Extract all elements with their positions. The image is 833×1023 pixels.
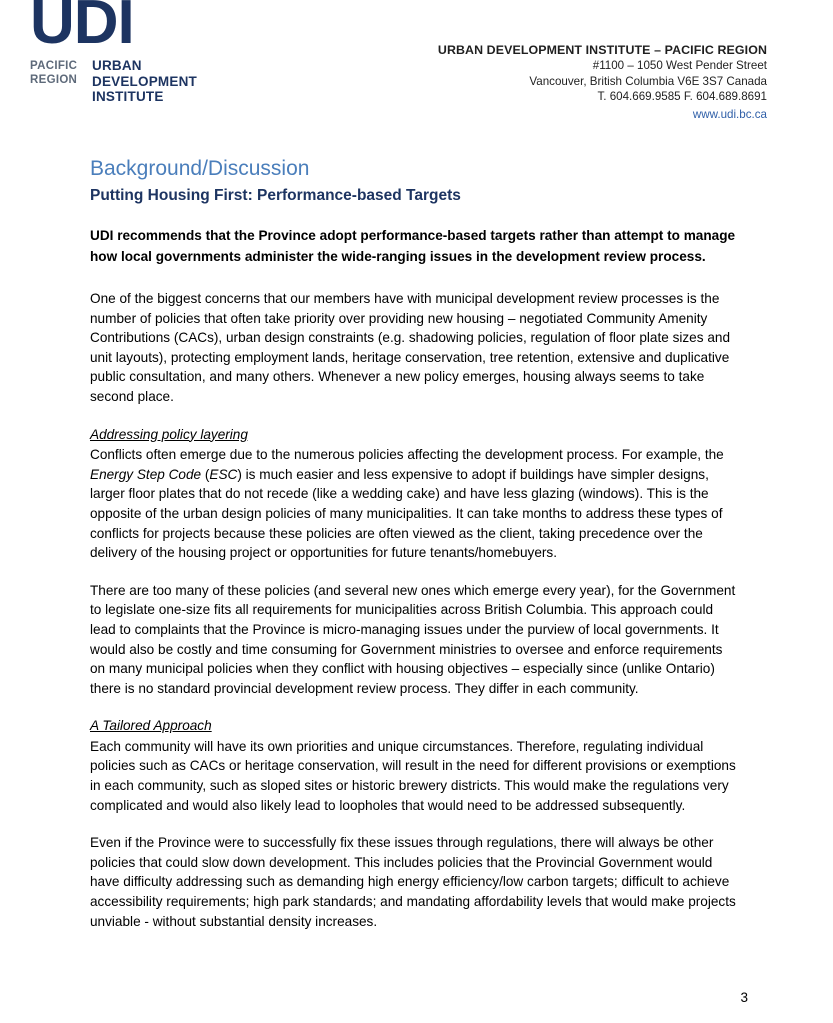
udi-logo-subtext [30, 58, 250, 105]
organization-name: URBAN DEVELOPMENT INSTITUTE – PACIFIC REGION [437, 43, 767, 57]
address-line-1: #1100 – 1050 West Pender Street [592, 59, 767, 72]
udi-logo-name-line-2: DEVELOPMENT [92, 73, 197, 89]
paragraph-5: Even if the Province were to successfully fix these issues through regulations, there will always be other policies that could slow down development. This includes policies that the Provincial Government would have difficulty addressing such as demanding high energy efficiency/low carbon targets; difficult to achieve accessibility requirements; high park standards; and mandating affordability levels that would make projects unviable - without substantial density increases. [90, 835, 736, 929]
paragraph-1: One of the biggest concerns that our members have with municipal development review processes is the number of policies that often take priority over providing new housing – negotiated Community Amenity Contributions (CACs), urban design constraints (e.g. shadowing policies, regulation of floor plate sizes and unit layouts), protecting employment lands, heritage conservation, tree retention, extensive and duplicative public consultation, and many others. Whenever a new policy emerges, housing always seems to take second place. [90, 291, 731, 404]
page-number: 3 [740, 990, 748, 1005]
phone-fax-line: T. 604.669.9585 F. 604.689.8691 [597, 90, 767, 103]
udi-logo-region [30, 58, 92, 87]
subheading-addressing-policy-layering: Addressing policy layering [90, 426, 248, 442]
udi-logo-name-line-3: INSTITUTE [92, 89, 164, 104]
paragraph-2-part-1: Conflicts often emerge due to the numerous policies affecting the development process. For example, the [90, 447, 724, 463]
paragraph-2-italic-esc: ESC [209, 466, 238, 482]
paragraph-2 [90, 445, 740, 563]
udi-logo [30, 0, 250, 105]
website-link[interactable]: www.udi.bc.ca [692, 107, 767, 121]
lead-paragraph: UDI recommends that the Province adopt performance-based targets rather than attempt to manage how local governments administer the wide-ranging issues in the development review process. [90, 228, 736, 264]
paragraph-2-italic-energy-step-code: Energy Step Code [90, 466, 202, 482]
paragraph-3: There are too many of these policies (and several new ones which emerge every year), for the Government to legislate one-size fits all requirements for municipalities across British Columbia. This approach could lead to complaints that the Province is micro-managing issues under the purview of local governments. It would also be costly and time consuming for Government ministries to oversee and enforce requirements on many municipal policies when they conflict with housing objectives – especially since (unlike Ontario) there is no standard provincial development review process. They differ in each community. [90, 582, 736, 696]
contact-info [438, 42, 767, 123]
page-title: Background/Discussion [90, 157, 310, 180]
document-body [90, 156, 740, 949]
paragraph-2-part-3: ) is much easier and less expensive to adopt if buildings have simpler designs, larger floor plates that do not recede (like a wedding cake) and have less glazing (windows). This is the opposite of the urban design policies of many municipalities. It can take months to address these types of conflicts for projects because these policies are often viewed as the client, taking precedence over the delivery of the housing project or opportunities for future tenants/homebuyers. [90, 466, 723, 561]
udi-logo-name [92, 58, 197, 105]
subheading-a-tailored-approach: A Tailored Approach [90, 718, 212, 734]
letterhead-header [0, 0, 833, 135]
udi-logo-region-line-2: REGION [30, 74, 78, 86]
paragraph-2-part-2: ( [201, 466, 210, 482]
udi-logo-region-line-1: PACIFIC [30, 60, 78, 72]
udi-logo-name-line-1: URBAN [92, 58, 142, 73]
paragraph-4: Each community will have its own priorities and unique circumstances. Therefore, regulating individual policies such as CACs or heritage conservation, will result in the need for different provisions or exemptions in each community, such as sloped sites or historic brewery districts. This would make the regulations very complicated and would also likely lead to loopholes that would need to be addressed subsequently. [90, 738, 736, 813]
udi-wordmark: UDI [30, 0, 134, 57]
address-line-2: Vancouver, British Columbia V6E 3S7 Canada [529, 74, 767, 88]
page-subtitle: Putting Housing First: Performance-based Targets [90, 187, 461, 204]
